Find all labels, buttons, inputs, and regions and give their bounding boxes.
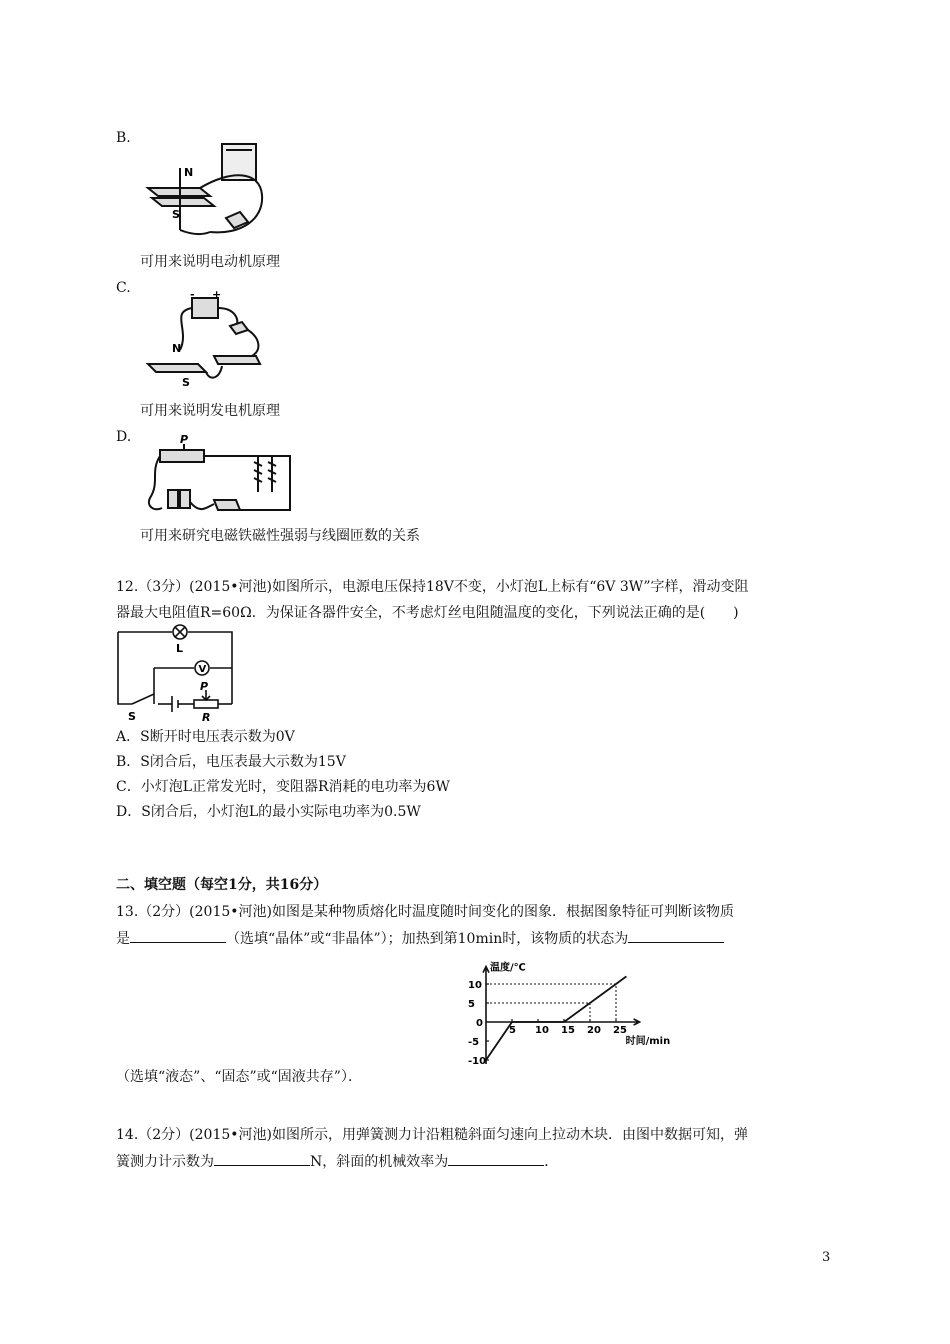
q13-blank-2[interactable]: [628, 928, 724, 943]
generator-figure-minus: -: [190, 288, 195, 301]
q14-line2: [116, 1151, 558, 1172]
generator-figure-south: S: [182, 376, 190, 389]
motor-figure: [140, 140, 270, 242]
q13-line2-mid: （选填“晶体”或“非晶体”）；加热到第10min时，该物质的状态为: [226, 931, 629, 947]
q13-line3: （选填“液态”、“固态”或“固液共存”）．: [116, 1069, 362, 1085]
chart-x-tick-label: 25: [613, 1025, 627, 1036]
q12-option-c: C．小灯泡L正常发光时，变阻器R消耗的电功率为6W: [116, 779, 450, 795]
q14-blank-2[interactable]: [448, 1151, 544, 1166]
q14-line2-prefix: 簧测力计示数为: [116, 1154, 214, 1170]
option-d-caption: 可用来研究电磁铁磁性强弱与线圈匝数的关系: [140, 528, 420, 544]
chart-origin-label: 0: [476, 1018, 483, 1029]
chart-x-tick-label: 20: [587, 1025, 601, 1036]
option-d-letter: D.: [116, 429, 132, 445]
option-c-letter: C.: [116, 280, 131, 296]
q12-circuit-diagram: [114, 624, 244, 724]
q12-option-b: B．S闭合后，电压表最大示数为15V: [116, 754, 346, 770]
q12-option-d: D．S闭合后，小灯泡L的最小实际电功率为0.5W: [116, 804, 421, 820]
chart-x-tick-label: 10: [535, 1025, 549, 1036]
q12-lamp-label: L: [176, 642, 184, 655]
electromagnet-figure: [140, 432, 300, 520]
q13-line2: [116, 928, 724, 949]
option-c-caption: 可用来说明发电机原理: [140, 403, 280, 419]
chart-y-tick-label: 5: [468, 999, 475, 1010]
q14-line2-end: ．: [544, 1154, 559, 1170]
chart-series-line: [486, 976, 626, 1060]
chart-y-tick-label: 10: [468, 980, 482, 991]
page-number: 3: [822, 1250, 831, 1265]
chart-ylabel: 温度/℃: [490, 962, 526, 974]
chart-x-tick-label: 15: [561, 1025, 575, 1036]
q14-blank-1[interactable]: [214, 1151, 310, 1166]
motor-figure-south: S: [172, 208, 180, 221]
chart-y-tick-label: -10: [468, 1056, 487, 1067]
q13-line2-prefix: 是: [116, 931, 130, 947]
q12-switch-label: S: [128, 710, 136, 723]
q12-voltmeter-label: V: [198, 664, 207, 675]
q14-line1: 14.（2分）(2015•河池)如图所示，用弹簧测力计沿粗糙斜面匀速向上拉动木块．由图中数据可知，弹: [116, 1127, 748, 1143]
chart-y-axis: [483, 967, 489, 1064]
q12-option-a: A．S断开时电压表示数为0V: [116, 729, 295, 745]
chart-x-tick-label: 5: [509, 1025, 516, 1036]
melting-chart: [458, 948, 671, 1068]
q12-stem-line1: 12.（3分）(2015•河池)如图所示，电源电压保持18V不变，小灯泡L上标有“6V 3W”字样，滑动变阻: [116, 579, 749, 595]
option-b-caption: 可用来说明电动机原理: [140, 254, 280, 270]
generator-figure: [140, 290, 270, 392]
q13-blank-1[interactable]: [130, 928, 226, 943]
motor-figure-north: N: [184, 166, 194, 179]
chart-xlabel: 时间/min: [625, 1036, 671, 1047]
generator-figure-plus: +: [212, 288, 222, 301]
electromagnet-figure-slider: P: [180, 433, 189, 446]
q13-line1: 13.（2分）(2015•河池)如图是某种物质熔化时温度随时间变化的图象．根据图象特征可判断该物质: [116, 904, 734, 920]
q14-line2-mid: N，斜面的机械效率为: [310, 1154, 449, 1170]
generator-figure-north: N: [172, 342, 182, 355]
q12-stem-line2: 器最大电阻值R=60Ω．为保证各器件安全，不考虑灯丝电阻随温度的变化，下列说法正确的是( ): [116, 605, 739, 621]
chart-y-tick-label: -5: [468, 1037, 480, 1048]
section2-title: 二、填空题（每空1分，共16分）: [116, 877, 328, 893]
q12-slider-label: P: [200, 680, 209, 693]
option-b-letter: B.: [116, 130, 131, 146]
q12-rheostat-label: R: [202, 711, 211, 724]
